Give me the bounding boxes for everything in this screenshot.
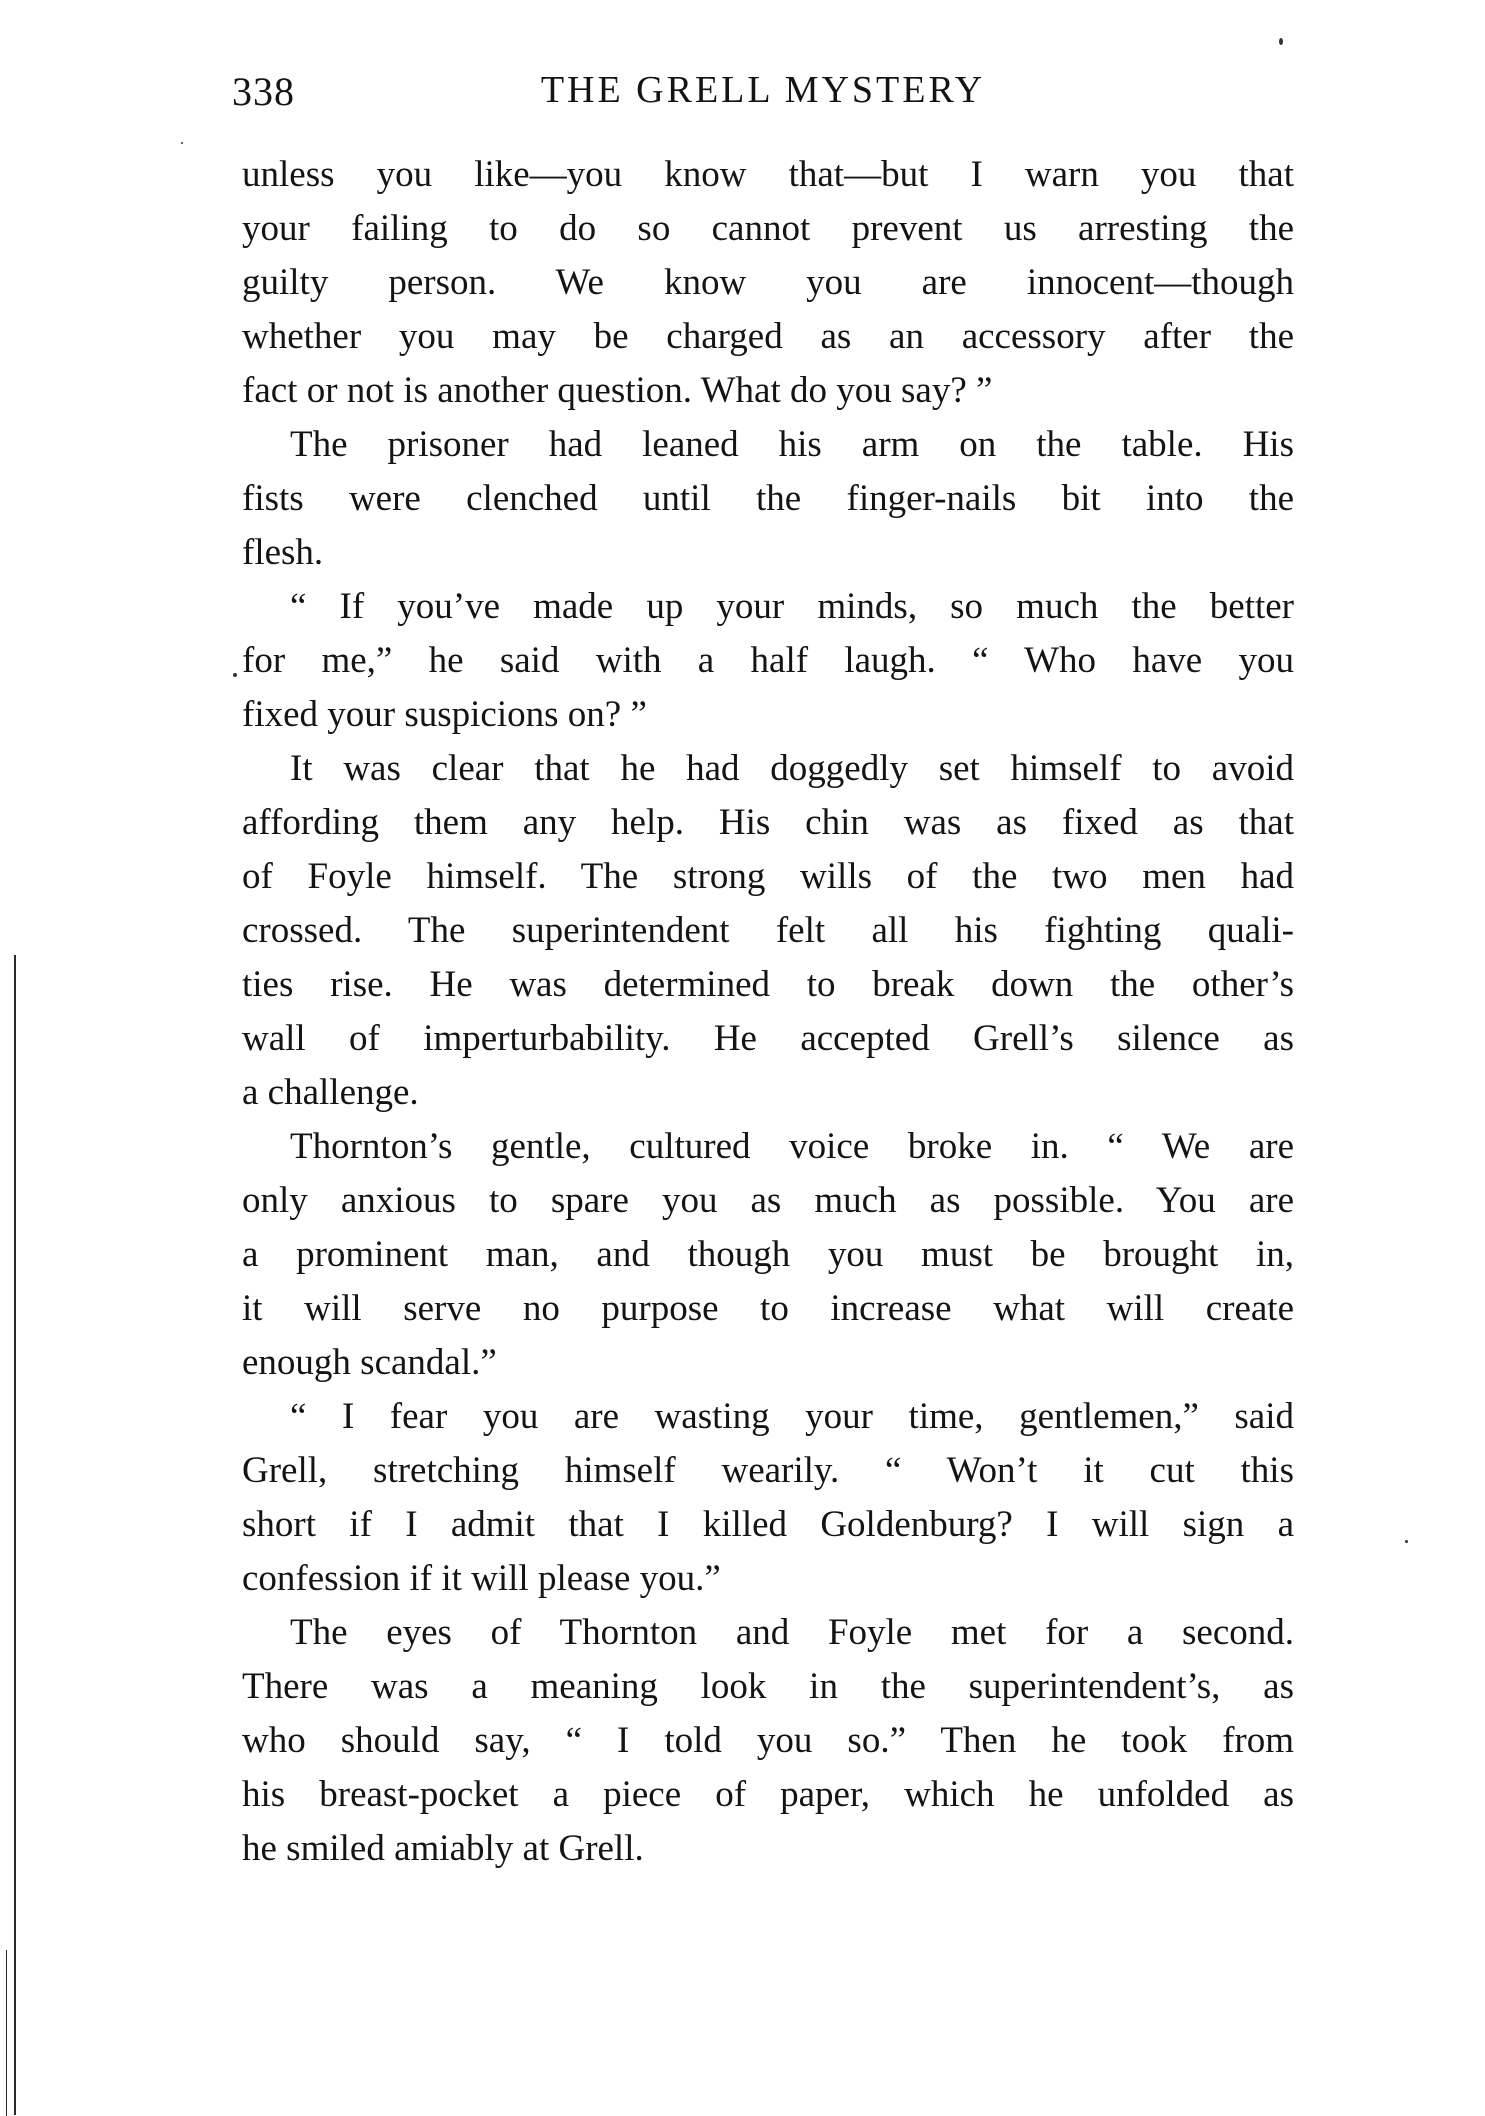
text-line: The eyes of Thornton and Foyle met for a second. xyxy=(290,1612,1294,1653)
text-line: of Foyle himself. The strong wills of the two men had xyxy=(242,856,1294,897)
text-line: who should say, “ I told you so.” Then he took from xyxy=(242,1720,1294,1761)
text-line: it will serve no purpose to increase what will create xyxy=(242,1288,1294,1329)
text-line: short if I admit that I killed Goldenburg? I will sign a xyxy=(242,1504,1294,1545)
scan-speck xyxy=(1279,38,1283,45)
text-line: Grell, stretching himself wearily. “ Won’t it cut this xyxy=(242,1450,1294,1491)
text-line: “ If you’ve made up your minds, so much the better xyxy=(290,586,1294,627)
scan-edge-line xyxy=(6,1950,7,2116)
text-line: ties rise. He was determined to break down the other’s xyxy=(242,964,1294,1005)
text-line: Thornton’s gentle, cultured voice broke in. “ We are xyxy=(290,1126,1294,1167)
text-line: wall of imperturbability. He accepted Grell’s silence as xyxy=(242,1018,1294,1059)
text-line: only anxious to spare you as much as possible. You are xyxy=(242,1180,1294,1221)
text-line: There was a meaning look in the superintendent’s, as xyxy=(242,1666,1294,1707)
text-line: unless you like—you know that—but I warn you that xyxy=(242,154,1294,195)
scan-speck xyxy=(233,673,237,677)
text-line: whether you may be charged as an accessory after the xyxy=(242,316,1294,357)
body-text xyxy=(242,148,1294,1876)
text-line: his breast-pocket a piece of paper, which he unfolded as xyxy=(242,1774,1294,1815)
text-line: a prominent man, and though you must be brought in, xyxy=(242,1234,1294,1275)
running-head xyxy=(232,68,1294,124)
text-line: affording them any help. His chin was as fixed as that xyxy=(242,802,1294,843)
scan-speck xyxy=(1405,1540,1408,1543)
scan-edge-line xyxy=(14,955,16,2115)
text-line: guilty person. We know you are innocent—though xyxy=(242,262,1294,303)
text-line: The prisoner had leaned his arm on the table. His xyxy=(290,424,1294,465)
text-line: your failing to do so cannot prevent us arresting the xyxy=(242,208,1294,249)
text-line: “ I fear you are wasting your time, gentlemen,” said xyxy=(290,1396,1294,1437)
text-line: fact or not is another question. What do you say? ” xyxy=(242,370,993,411)
text-line: confession if it will please you.” xyxy=(242,1558,721,1599)
text-line: flesh. xyxy=(242,532,324,573)
text-line: a challenge. xyxy=(242,1072,419,1113)
scan-speck xyxy=(181,142,183,144)
text-line: he smiled amiably at Grell. xyxy=(242,1828,644,1869)
text-line: fixed your suspicions on? ” xyxy=(242,694,647,735)
page-number: 338 xyxy=(232,69,295,114)
text-line: enough scandal.” xyxy=(242,1342,497,1383)
text-line: for me,” he said with a half laugh. “ Who have you xyxy=(242,640,1294,681)
text-line: fists were clenched until the finger-nails bit into the xyxy=(242,478,1294,519)
text-line: It was clear that he had doggedly set himself to avoid xyxy=(290,748,1294,789)
book-title: THE GRELL MYSTERY xyxy=(540,69,986,111)
text-line: crossed. The superintendent felt all his fighting quali- xyxy=(242,910,1294,951)
